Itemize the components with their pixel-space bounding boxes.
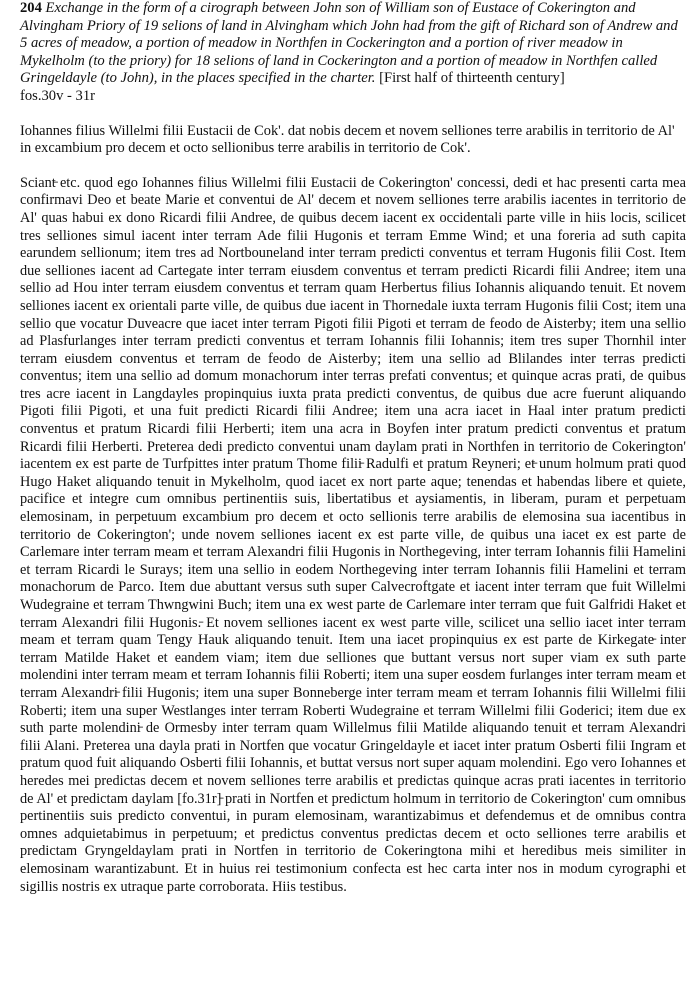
entry-number: 204 — [20, 0, 42, 16]
charter-text: Sciant̵ etc. quod ego Iohannes filius Willelmi filii Eustacii de Cokerington' concessi, dedi et hac presenti carta mea confirmavi Deo et beate Marie et conventui de Al' decem et novem selliones terre arabilis iacentes in territorio de Al' quas habui ex dono Ricardi filii Andree, de quibus decem iacent ex occidentali parte ville in hiis locis, scilicet tres selliones simul iacent inter terram Ade filii Hugonis et terram Emme Wind; et una foreria ad suth capita earundem sellionum; item tres ad Nortbouneland inter terram predicti conventus et terram Hugonis filii Cost. Item due selliones iacent ad Cartegate inter terram eiusdem conventus et terram predicti Ricardi filii Andree; item una sellio ad Hou inter terram eiusdem conventus et terram quam Herbertus filius Iohannis aliquando tenuit. Et novem selliones iacent ex orientali parte ville, de quibus due iacent in Thornedale iuxta terram Hugonis filii Cost; item una sellio que vocatur Duveacre que iacet inter terram Pigoti filii Pigoti et terram de feodo de Aisterby; item una sellio ad Plasfurlanges inter terram predicti conventus et terram Iohannis filii Iohannis; item tres super Thornhil inter terram eiusdem conventus et terram de feodo de Aisterby; item una sellio ad Blilandes inter terras predicti conventus; item una sellio ad domum monachorum inter terras prefati conventus; et quinque acras prati, de quibus tres acre iacent in Langdayles propinquius iuxta prata predicti conventus, de quibus due acre fuerunt aliquando Pigoti filii Pigoti, et una fuit predicti Ricardi filii Andree; item una acra iacet in Haal inter pratum predicti conventus et pratum Ricardi filii Herberti; item una acra in Boyfen inter pratum predicti conventus et pratum Ricardi filii Herberti. Preterea dedi predicto conventui unam daylam prati in Northfen in territorio de Cokerington' iacentem ex est parte de Turfpittes inter pratum Thome filii̵ Radulfi et pratum Reyneri; et̵ unum holmum prati quod Hugo Haket aliquando tenuit in Mykelholm, quod iacet ex nort parte aque; tenendas et habendas libere et quiete, pacifice et integre cum omnibus pertinentiis suis, libertatibus et aysiamentis, in liberam, puram et perpetuam elemosinam, in perpetuum excambium pro decem et octo sellionis terre arabilis de elemosina sua iacentibus in territorio de Cokerington'; unde novem selliones iacent ex est parte ville, de quibus una iacet ex est parte de Carlemare inter terram meam et terram Alexandri filii Hugonis in Northegeving, inter terram Iohannis filii Hamelini et terram Ricardi le Surays; item una sellio in eodem Northegeving inter terram Iohannis filii Hamelini et terram monachorum de Parco. Item due abuttant versus suth super Calvecroftgate et iacent inter terram que fuit Willelmi Wudegraine et terram Thwngwini Buch; item una ex west parte de Carlemare inter terram que fuit Galfridi Haket et terram Alexandri filii Hugonis.̵ Et novem selliones iacent ex west parte ville, scilicet una sellio iacet inter terram meam et terram quam Tengy Hauk aliquando tenuit. Item una iacet propinquius ex est parte de Kirkegate̵ inter terram Matilde Haket et eandem viam; item due selliones que buttant versus nort super viam ex suth parte molendini inter terram meam et terram Iohannis filii Roberti; item una super eosdem furlanges inter terram meam et terram Alexandri̵ filii Hugonis; item una super Bonneberge inter terram meam et terram Iohannis filii Willelmi filii Roberti; item una super Westlanges inter terram Roberti Wudegraine et terram Willelmi filii Goderici; item due ex suth parte molendini̵ de Ormesby inter terram quam Willelmus filii Matilde aliquando tenuit et terram Alexandri filii Alani. Preterea una dayla prati in Nortfen que vocatur Gringeldayle et iacet inter pratum Osberti filii Ingram et pratum quod fuit aliquando Osberti filii Iohannis, et buttat versus nort super aquam molendini. Ego vero Iohannes et heredes mei predictas decem et novem selliones terre arabilis et predictas quinque acras prati iacentes in territorio de Al' et predictam daylam [fo.31r]̵ prati in Nortfen et predictum holmum in territorio de Cokerington' cum omnibus pertinentiis suis predicto conventui, in puram elemosinam, warantizabimus et defendemus et de omnibus contra omnes adquietabimus in perpetuum; et predictus conventus predictas decem et octo selliones terre arabilis et predictam Gryngeldaylam prati in Nortfen in territorio de Cokeringtona mihi et heredibus meis similiter in elemosinam warantizabunt. Et in huius rei testimonium confecta est hec carta inter nos in modum cyrographi et sigillis nostris ex utraque parte corroborata. Hiis testibus. — [20, 174, 686, 895]
latin-summary: Iohannes filius Willelmi filii Eustacii de Cok'. dat nobis decem et novem selliones terre arabilis in territorio de Al' in excambium pro decem et octo sellionibus terre arabilis in territorio de Cok'. — [20, 122, 675, 157]
entry-date: [First half of thirteenth century] — [379, 70, 565, 87]
entry-heading: Exchange in the form of a cirograph between John son of William son of Eustace of Cokerington and Alvingham Priory of 19 selions of land in Alvingham which John had from the gift of Richard son of Andrew and 5 acres of meadow, a portion of meadow in Northfen in Cockerington and a portion of river meadow in Mykelholm (to the priory) for 18 selions of land in Cockerington and a portion of meadow in Northfen called Gringeldayle (to John), in the places specified in the charter. — [20, 0, 678, 87]
entry-header — [20, 0, 686, 88]
folio-reference: fos.30v - 31r — [20, 87, 95, 104]
